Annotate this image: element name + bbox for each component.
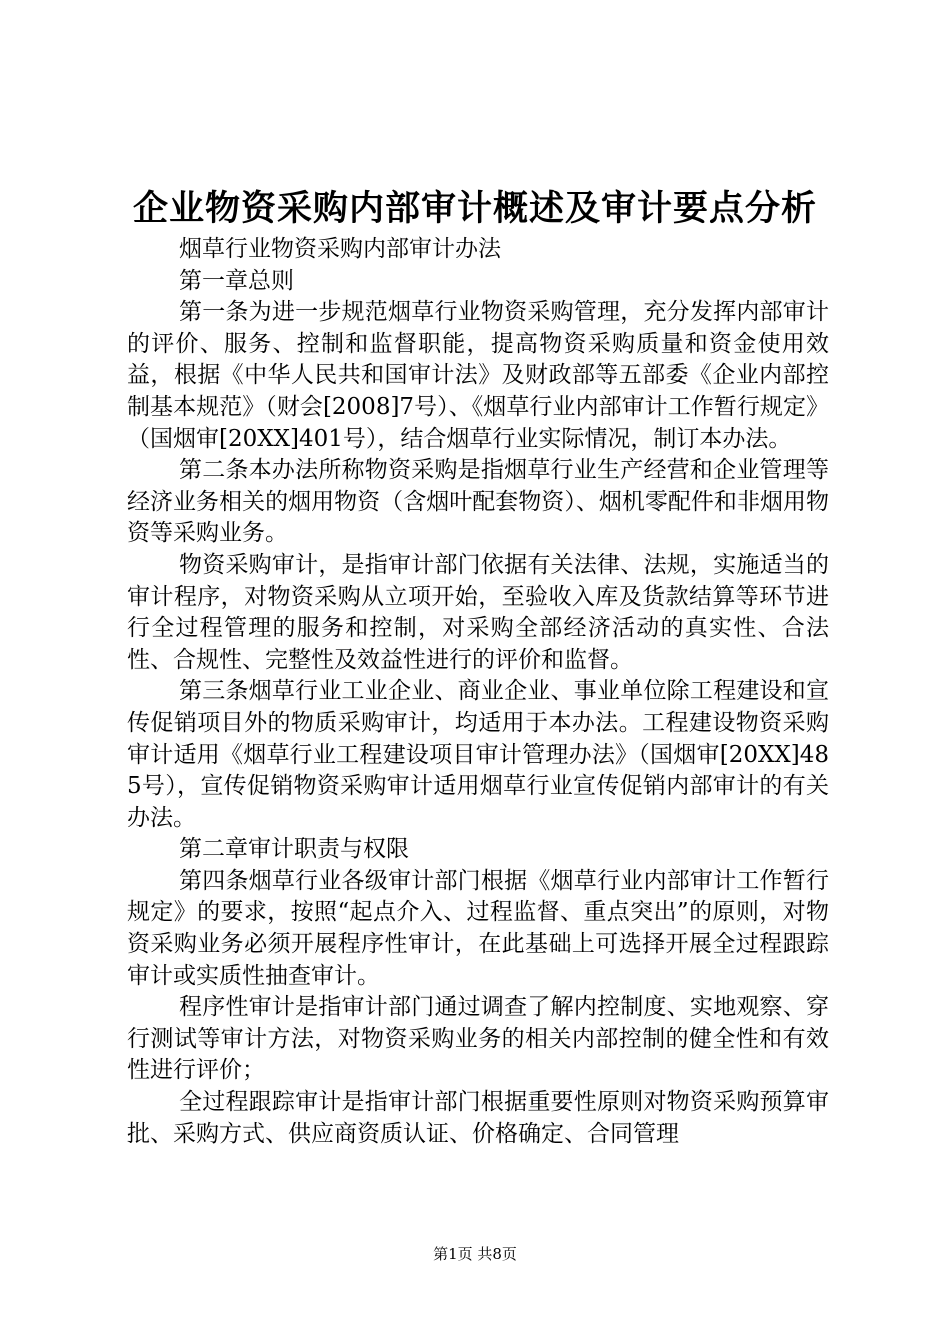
section-heading: 烟草行业物资采购内部审计办法 — [179, 236, 501, 262]
page-number-footer: 第1页 共8页 — [433, 1245, 517, 1263]
chapter-heading: 第二章审计职责与权限 — [179, 836, 409, 863]
document-body — [127, 234, 829, 1150]
paragraph: 第一条为进一步规范烟草行业物资采购管理，充分发挥内部审计的评价、服务、控制和监督职能，提高物资采购质量和资金使用效益，根据《中华人民共和国审计法》及财政部等五部委《企业内部控制基本规范》（财会[2008]7号）、《烟草行业内部审计工作暂行规定》（国烟审[20XX]401号），结合烟草行业实际情况，制订本办法。 — [127, 299, 829, 452]
paragraph: 第四条烟草行业各级审计部门根据《烟草行业内部审计工作暂行规定》的要求，按照“起点介入、过程监督、重点突出”的原则，对物资采购业务必须开展程序性审计，在此基础上可选择开展全过程跟踪审计或实质性抽查审计。 — [127, 867, 829, 989]
document-title: 企业物资采购内部审计概述及审计要点分析 — [132, 188, 817, 229]
paragraph: 第二条本办法所称物资采购是指烟草行业生产经营和企业管理等经济业务相关的烟用物资（含烟叶配套物资）、烟机零配件和非烟用物资等采购业务。 — [127, 457, 829, 547]
paragraph: 程序性审计是指审计部门通过调查了解内控制度、实地观察、穿行测试等审计方法，对物资采购业务的相关内部控制的健全性和有效性进行评价； — [127, 994, 829, 1084]
paragraph: 物资采购审计，是指审计部门依据有关法律、法规，实施适当的审计程序，对物资采购从立项开始，至验收入库及货款结算等环节进行全过程管理的服务和控制，对采购全部经济活动的真实性、合法性、合规性、完整性及效益性进行的评价和监督。 — [127, 551, 829, 673]
chapter-heading: 第一章总则 — [179, 267, 294, 294]
paragraph: 全过程跟踪审计是指审计部门根据重要性原则对物资采购预算审批、采购方式、供应商资质认证、价格确定、合同管理 — [127, 1089, 829, 1147]
paragraph: 第三条烟草行业工业企业、商业企业、事业单位除工程建设和宣传促销项目外的物质采购审计，均适用于本办法。工程建设物资采购审计适用《烟草行业工程建设项目审计管理办法》（国烟审[20XX]485号），宣传促销物资采购审计适用烟草行业宣传促销内部审计的有关办法。 — [127, 678, 829, 831]
